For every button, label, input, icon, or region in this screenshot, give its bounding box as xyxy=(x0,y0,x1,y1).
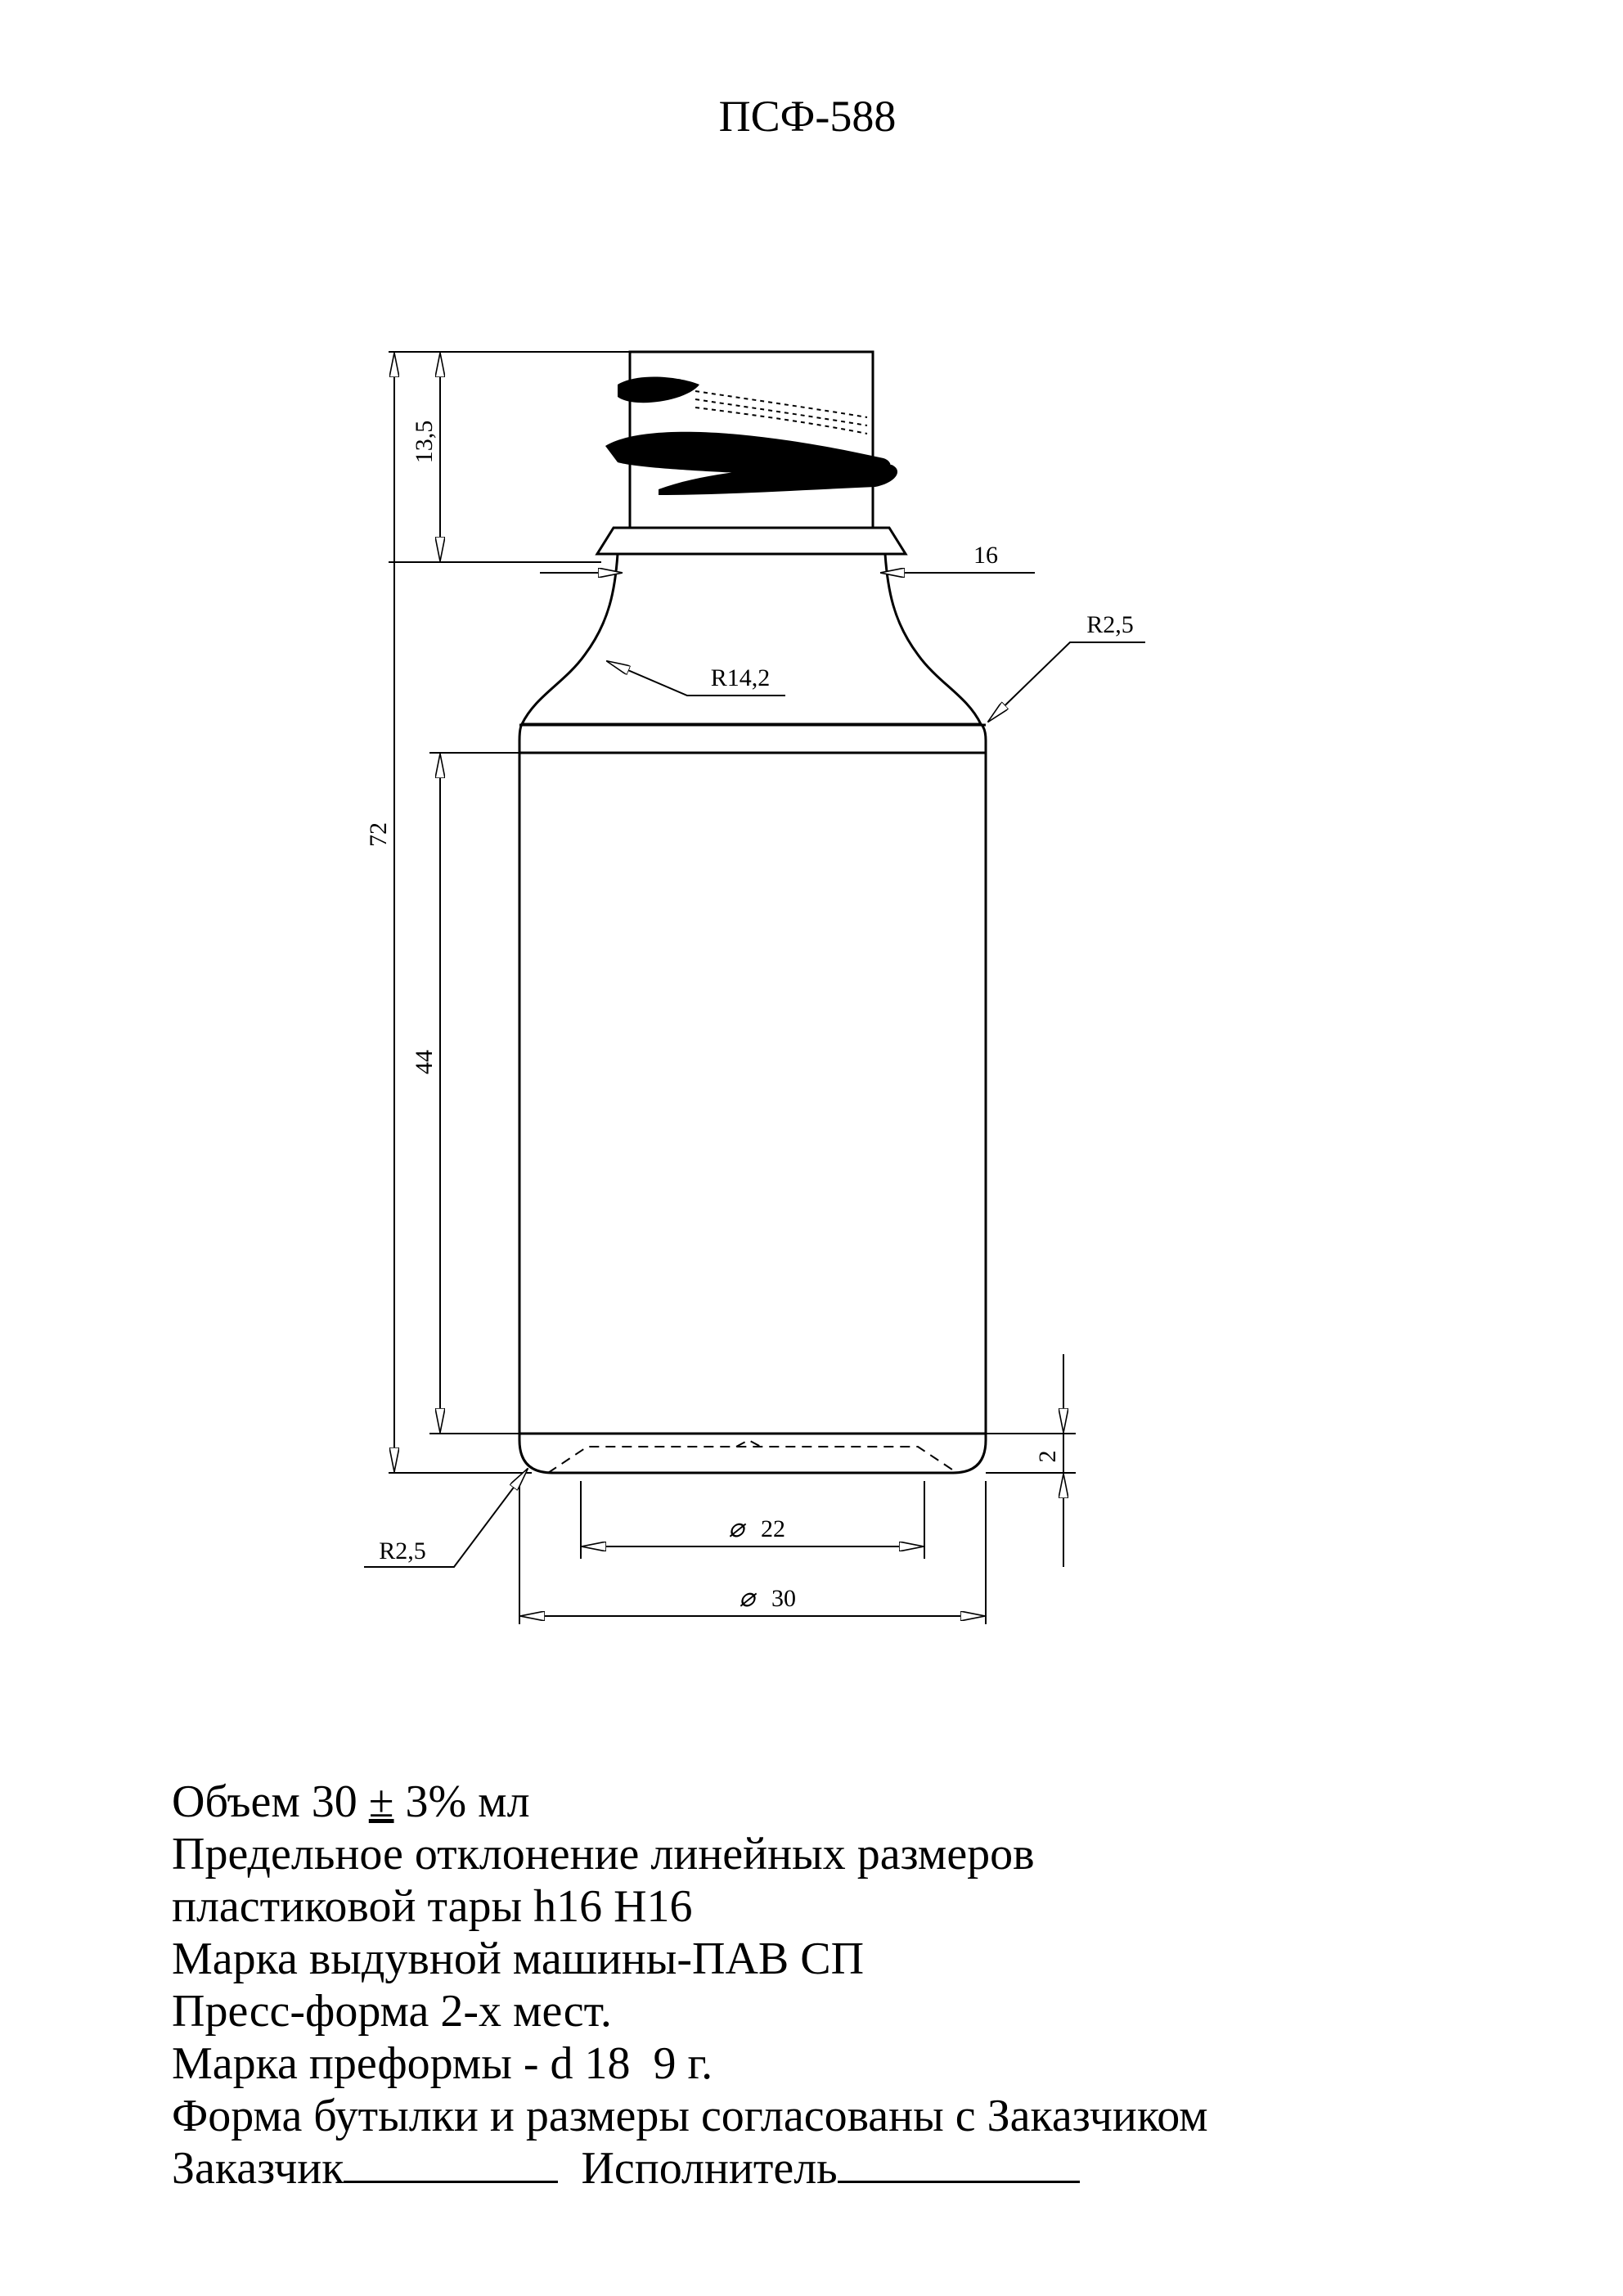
contractor-signature-blank xyxy=(838,2143,1080,2183)
dim-base-diameter-label: 22 xyxy=(761,1515,785,1542)
dim-base-diameter-symbol: ⌀ xyxy=(728,1513,744,1542)
dim-base-height-label: 2 xyxy=(1034,1450,1061,1463)
neck-thread xyxy=(605,377,897,495)
dim-base-radius-label: R2,5 xyxy=(379,1537,426,1564)
dim-total-height-label: 72 xyxy=(365,822,392,847)
specification-notes xyxy=(172,1776,1562,2195)
dim-neck-diameter-label: 16 xyxy=(973,542,998,569)
support-ring xyxy=(597,528,906,554)
dim-body-diameter-symbol: ⌀ xyxy=(739,1582,755,1612)
dim-shoulder-edge-radius-label: R2,5 xyxy=(1086,611,1134,638)
note-tolerance-1: Предельное отклонение линейных размеров xyxy=(172,1829,1035,1880)
dimension-arrows xyxy=(364,353,1145,1616)
dim-neck-height-label: 13,5 xyxy=(411,420,438,464)
customer-signature-blank xyxy=(344,2143,558,2183)
note-volume-tail: 3% мл xyxy=(393,1776,530,1827)
contractor-label: Исполнитель xyxy=(581,2143,838,2194)
dim-body-height-label: 44 xyxy=(411,1050,438,1074)
base-pushup xyxy=(548,1440,957,1473)
note-mold: Пресс-форма 2-х мест. xyxy=(172,1986,612,2037)
dim-shoulder-radius-label: R14,2 xyxy=(710,664,771,691)
bottle-body xyxy=(519,724,986,1473)
note-machine: Марка выдувной машины-ПАВ СП xyxy=(172,1934,865,1984)
note-signatures xyxy=(172,2142,1562,2195)
shoulder-left xyxy=(522,554,618,724)
shoulder-right xyxy=(885,554,981,724)
note-volume xyxy=(172,1776,1562,1828)
drawing-title: ПСФ-588 xyxy=(718,92,897,141)
bottle-outline xyxy=(519,352,986,1473)
note-agreement: Форма бутылки и размеры согласованы с Заказчиком xyxy=(172,2091,1208,2141)
leader-shoulder-edge-radius xyxy=(988,642,1145,722)
customer-label: Заказчик xyxy=(172,2143,344,2194)
note-volume-label: Объем 30 xyxy=(172,1776,369,1827)
note-preform: Марка преформы - d 18 9 г. xyxy=(172,2038,713,2089)
dim-body-diameter-label: 30 xyxy=(771,1585,796,1612)
note-tolerance-2: пластиковой тары h16 H16 xyxy=(172,1881,693,1932)
plus-minus-sign: ± xyxy=(368,1776,394,1827)
